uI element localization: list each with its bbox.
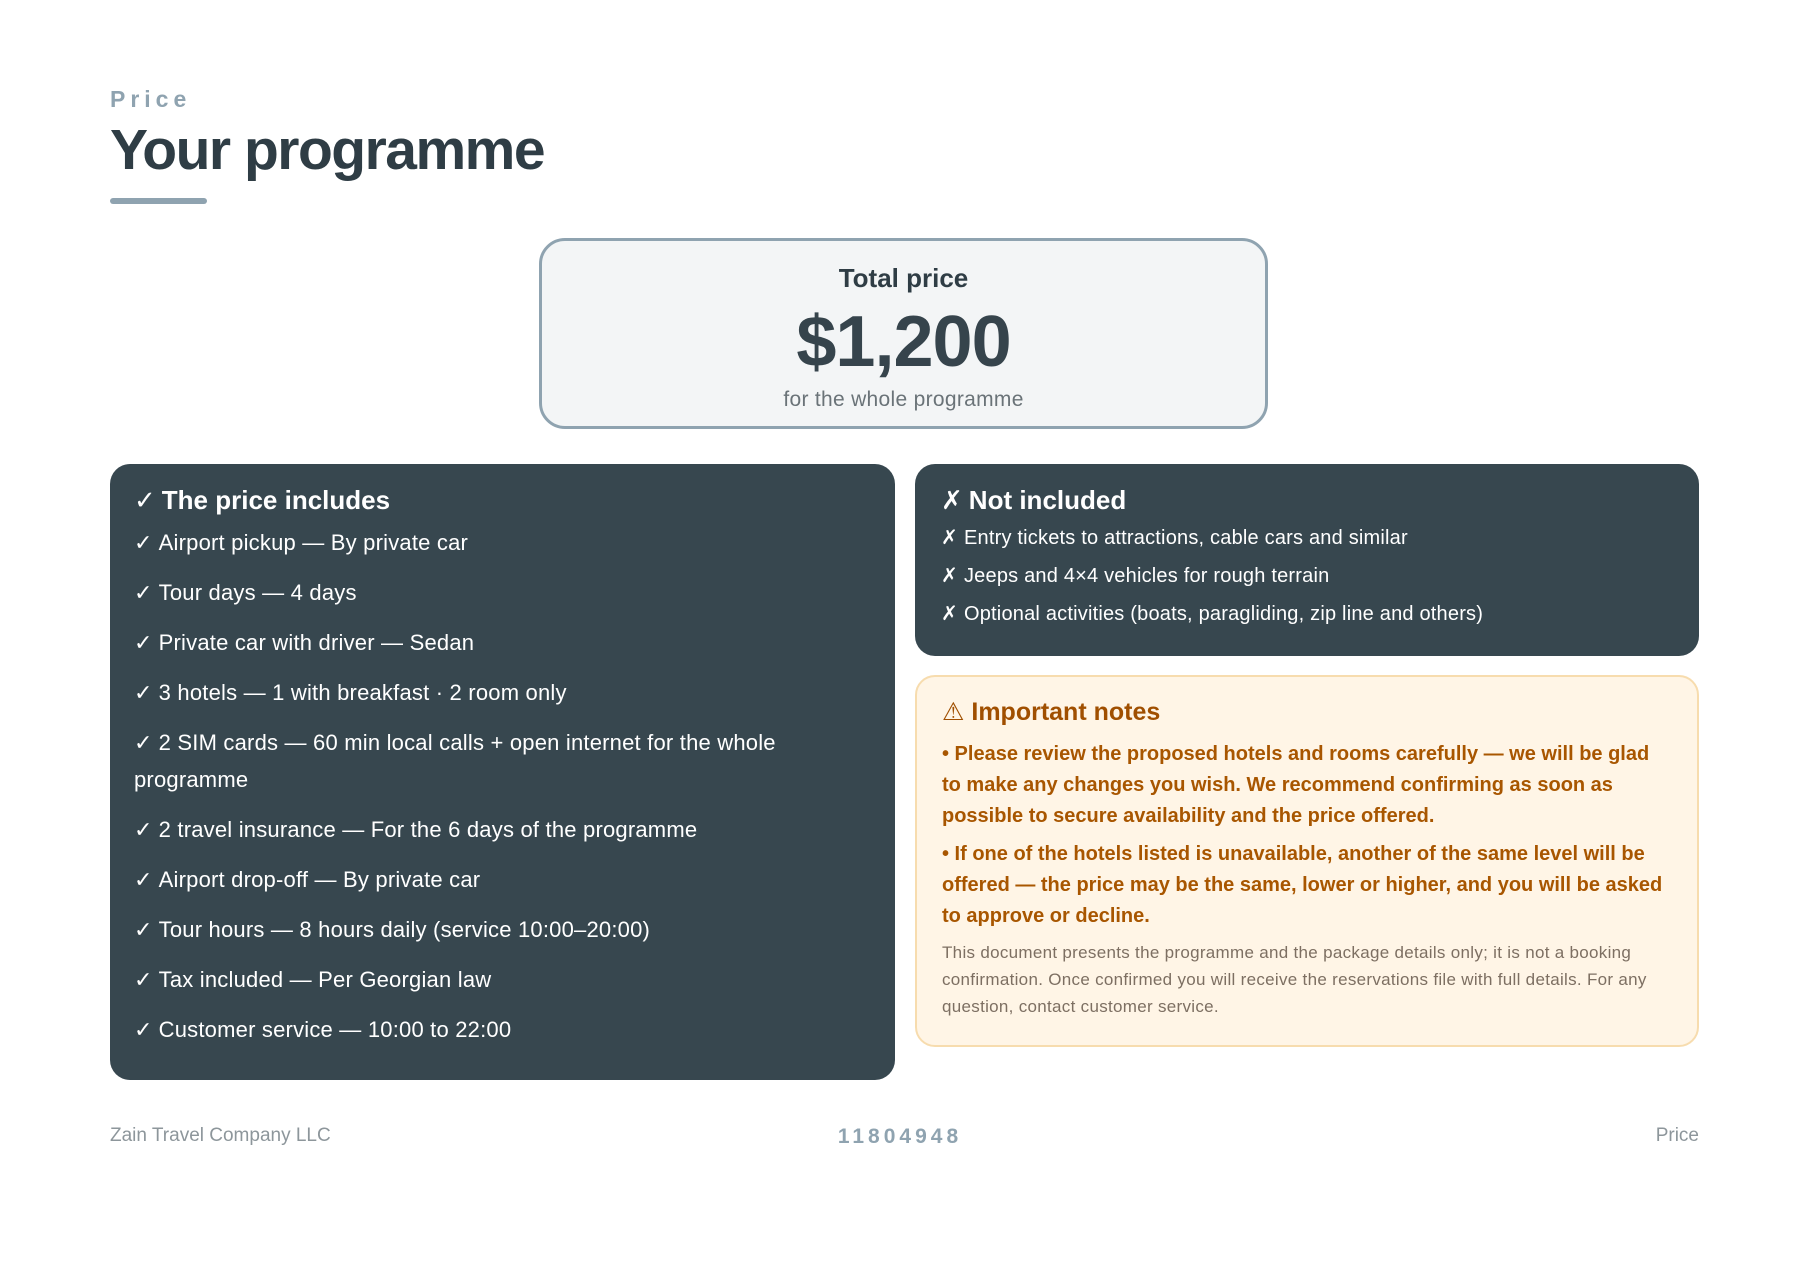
includes-item: ✓ 2 travel insurance — For the 6 days of the programme [134,811,814,848]
cross-icon: ✗ [941,565,958,587]
page [110,86,1699,1236]
not-included-title [941,482,1673,518]
not-included-card [915,464,1699,656]
check-icon: ✓ [134,817,153,842]
check-icon: ✓ [134,630,153,655]
note-item: • Please review the proposed hotels and rooms carefully — we will be glad to make any changes you wish. We recommend confirming as soon as possible to secure availability and the price offered. [942,743,1650,827]
total-price-card [539,238,1268,429]
footer-number: 11804948 [837,1125,963,1148]
not-included-item: ✗ Optional activities (boats, paragliding, zip line and others) [941,600,1673,628]
check-icon: ✓ [134,917,153,942]
includes-title [134,482,871,518]
not-included-title-text: Not included [968,485,1127,515]
check-icon: ✓ [134,485,156,515]
notes-disclaimer: This document presents the programme and the package details only; it is not a booking confirmation. Once confirmed you will receive the reservations file with full details. For any question, contact customer service. [942,943,1647,1016]
includes-item: ✓ Airport pickup — By private car [134,524,814,561]
cross-icon: ✗ [941,485,963,515]
important-notes-title [942,695,1673,729]
includes-item: ✓ Tour days — 4 days [134,574,814,611]
includes-item: ✓ Airport drop-off — By private car [134,861,814,898]
total-price-amount: $1,200 [796,302,1011,382]
includes-title-text: The price includes [161,485,391,515]
total-price-label: Total price [838,263,969,293]
not-included-item: ✗ Jeeps and 4×4 vehicles for rough terrain [941,562,1673,590]
check-icon: ✓ [134,1017,153,1042]
footer-section: Price [1655,1125,1699,1146]
includes-item: ✓ Tour hours — 8 hours daily (service 10:00–20:00) [134,911,814,948]
check-icon: ✓ [134,967,153,992]
includes-card [110,464,895,1080]
check-icon: ✓ [134,680,153,705]
includes-item: ✓ 3 hotels — 1 with breakfast · 2 room only [134,674,814,711]
cross-icon: ✗ [941,603,958,625]
not-included-item: ✗ Entry tickets to attractions, cable cars and similar [941,524,1673,552]
includes-item: ✓ Tax included — Per Georgian law [134,961,814,998]
title-underline [110,198,207,204]
includes-list [134,524,871,1048]
section-eyebrow: Price [110,86,192,112]
important-notes-title-text: Important notes [971,698,1161,726]
cross-icon: ✗ [941,527,958,549]
includes-item: ✓ 2 SIM cards — 60 min local calls + open internet for the whole programme [134,724,814,798]
warning-icon: ⚠ [942,698,965,726]
check-icon: ✓ [134,730,153,755]
total-price-subtitle: for the whole programme [783,388,1024,411]
page-title: Your programme [110,118,545,182]
includes-item: ✓ Customer service — 10:00 to 22:00 [134,1011,814,1048]
not-included-list [941,524,1673,628]
includes-item: ✓ Private car with driver — Sedan [134,624,814,661]
important-notes-card [915,675,1699,1047]
note-item: • If one of the hotels listed is unavailable, another of the same level will be offered — the price may be the same, lower or higher, and you will be asked to approve or decline. [942,843,1663,927]
check-icon: ✓ [134,867,153,892]
footer-company: Zain Travel Company LLC [110,1125,331,1146]
check-icon: ✓ [134,580,153,605]
check-icon: ✓ [134,530,153,555]
